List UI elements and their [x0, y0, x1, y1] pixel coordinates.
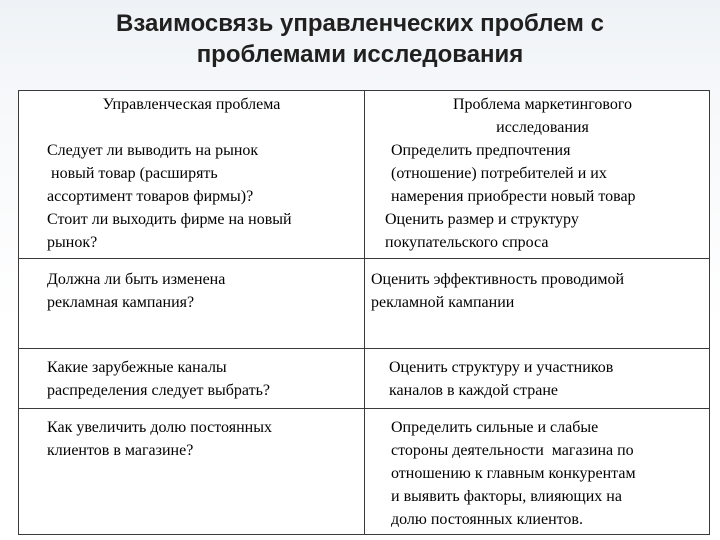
column-divider: [364, 91, 365, 534]
row-4-research-problem: Оценить структуру и участников каналов в каждой стране: [389, 359, 614, 399]
row-5-management-problem: Как увеличить долю постоянных клиентов в магазине?: [47, 419, 272, 459]
row-2-management-problem: Стоит ли выходить фирме на новый рынок?: [47, 211, 292, 251]
slide-title: Взаимосвязь управленческих проблем с проблемами исследования: [116, 10, 604, 68]
row-3-research-problem: Оценить эффективность проводимой рекламной кампании: [371, 271, 625, 311]
problems-table: [18, 90, 710, 535]
row-divider: [19, 408, 709, 409]
row-3-management-problem: Должна ли быть изменена рекламная кампания?: [47, 271, 226, 311]
row-4-management-problem: Какие зарубежные каналы распределения следует выбрать?: [47, 359, 270, 399]
row-divider: [19, 348, 709, 349]
row-1-management-problem: Следует ли выводить на рынок новый товар (расширять ассортимент товаров фирмы)?: [47, 142, 259, 205]
header-management-problem: Управленческая проблема: [102, 96, 281, 113]
row-1-research-problem: Определить предпочтения (отношение) потребителей и их намерения приобрести новый товар: [391, 142, 636, 205]
row-divider: [19, 258, 709, 259]
header-research-problem: Проблема маркетингового исследования: [453, 96, 632, 136]
row-2-research-problem: Оценить размер и структуру покупательского спроса: [385, 211, 579, 251]
row-5-research-problem: Определить сильные и слабые стороны деятельности магазина по отношению к главным конкурентам и выявить факторы, влияющих на долю постоянных клиентов.: [391, 419, 636, 528]
